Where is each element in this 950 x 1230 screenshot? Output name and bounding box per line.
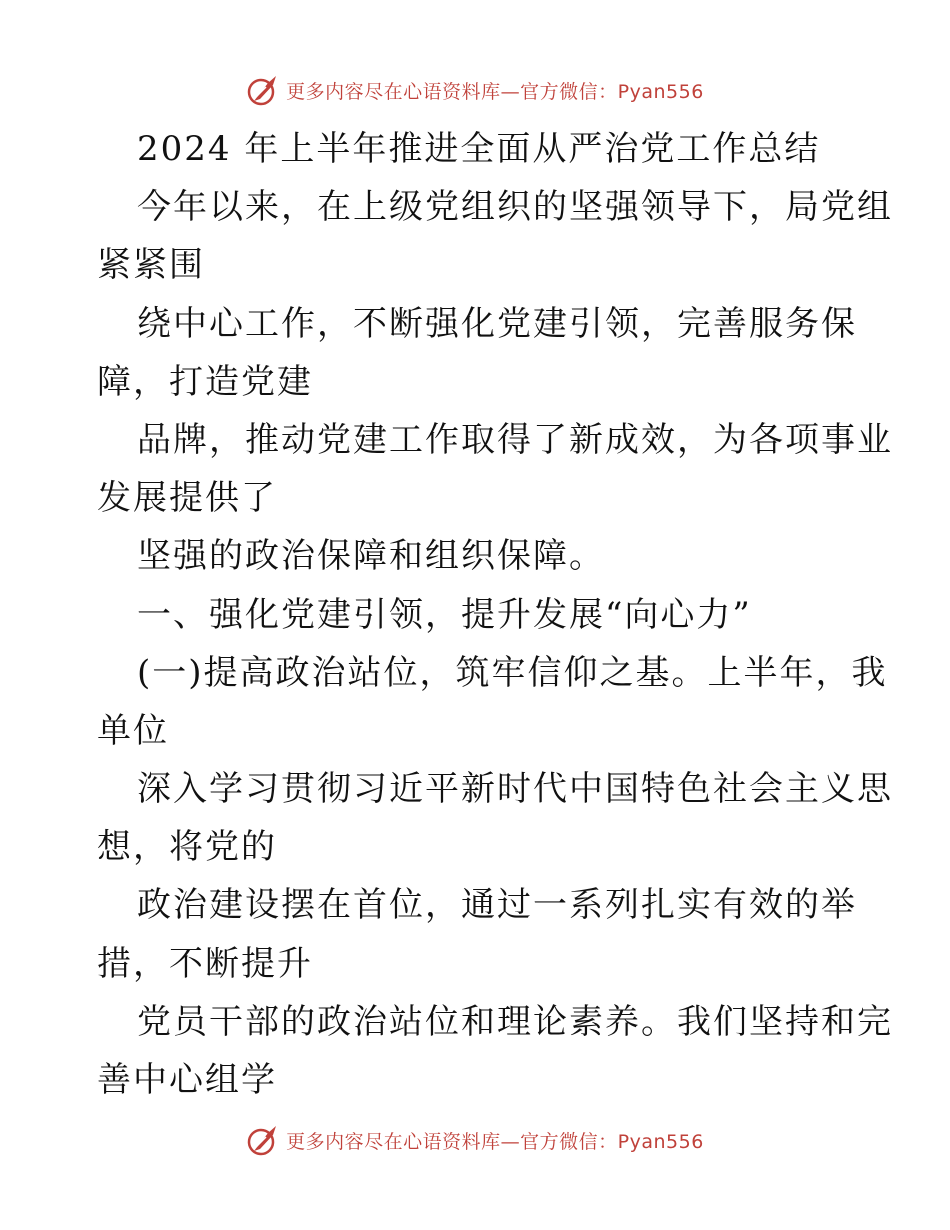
banner-text: 更多内容尽在心语资料库—官方微信：Pyan556 [286, 1130, 704, 1153]
quill-logo-icon [246, 1123, 280, 1157]
paragraph-line: 党员干部的政治站位和理论素养。我们坚持和完 [137, 1001, 893, 1042]
paragraph-line: 善中心组学 [97, 1060, 277, 1100]
quill-logo-icon [246, 73, 280, 107]
paragraph-line: 紧紧围 [97, 245, 205, 286]
paragraph-line: 措，不断提升 [97, 943, 313, 984]
paragraph-line: 品牌，推动党建工作取得了新成效，为各项事业 [137, 419, 893, 460]
document-body [97, 120, 893, 1109]
paragraph-line: 单位 [97, 710, 169, 751]
paragraph-line: 今年以来，在上级党组织的坚强领导下，局党组 [137, 187, 893, 228]
paragraph-line: 坚强的政治保障和组织保障。 [137, 536, 605, 577]
paragraph-line: 发展提供了 [97, 478, 277, 519]
header-banner [0, 70, 950, 110]
paragraph-line: 障，打造党建 [97, 361, 313, 402]
wechat-id: Pyan556 [617, 80, 704, 103]
paragraph-line: (一)提高政治站位，筑牢信仰之基。上半年，我 [137, 652, 888, 693]
paragraph-line: 深入学习贯彻习近平新时代中国特色社会主义思 [137, 769, 893, 810]
banner-text: 更多内容尽在心语资料库—官方微信：Pyan556 [286, 80, 704, 103]
paragraph-line: 绕中心工作，不断强化党建引领，完善服务保 [137, 303, 857, 344]
paragraph-line: 政治建设摆在首位，通过一系列扎实有效的举 [137, 885, 857, 926]
document-title: 2024 年上半年推进全面从严治党工作总结 [137, 129, 821, 169]
footer-banner [0, 1120, 950, 1160]
paragraph-line: 一、强化党建引领，提升发展“向心力” [137, 594, 752, 635]
wechat-id: Pyan556 [617, 1130, 704, 1153]
paragraph-line: 想，将党的 [97, 827, 277, 868]
